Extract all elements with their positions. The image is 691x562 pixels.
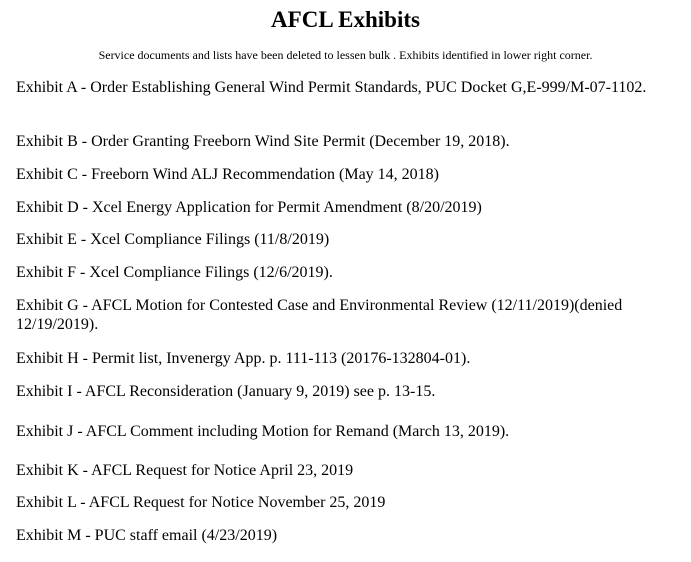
document-note: Service documents and lists have been deleted to lessen bulk . Exhibits identified in lower right corner. xyxy=(98,48,593,62)
exhibit-item-c: Exhibit C - Freeborn Wind ALJ Recommendation (May 14, 2018) xyxy=(16,166,439,183)
exhibit-item-m: Exhibit M - PUC staff email (4/23/2019) xyxy=(16,527,278,544)
exhibit-item-a: Exhibit A - Order Establishing General Wind Permit Standards, PUC Docket G,E-999/M-07-1102. xyxy=(16,79,647,96)
exhibit-item-h: Exhibit H - Permit list, Invenergy App. p. 111-113 (20176-132804-01). xyxy=(16,350,471,367)
exhibit-item-b: Exhibit B - Order Granting Freeborn Wind Site Permit (December 19, 2018). xyxy=(16,133,510,150)
page-title: AFCL Exhibits xyxy=(271,7,420,32)
exhibit-item-l: Exhibit L - AFCL Request for Notice November 25, 2019 xyxy=(16,494,386,511)
exhibit-item-e: Exhibit E - Xcel Compliance Filings (11/8/2019) xyxy=(16,231,330,248)
exhibit-item-g: Exhibit G - AFCL Motion for Contested Case and Environmental Review (12/11/2019)(denied 12/19/2019). xyxy=(16,297,623,333)
exhibit-item-i: Exhibit I - AFCL Reconsideration (January 9, 2019) see p. 13-15. xyxy=(16,383,436,400)
exhibit-item-f: Exhibit F - Xcel Compliance Filings (12/6/2019). xyxy=(16,264,333,281)
exhibit-item-d: Exhibit D - Xcel Energy Application for Permit Amendment (8/20/2019) xyxy=(16,199,482,216)
exhibit-item-k: Exhibit K - AFCL Request for Notice April 23, 2019 xyxy=(16,462,354,479)
exhibit-item-j: Exhibit J - AFCL Comment including Motion for Remand (March 13, 2019). xyxy=(16,423,510,440)
